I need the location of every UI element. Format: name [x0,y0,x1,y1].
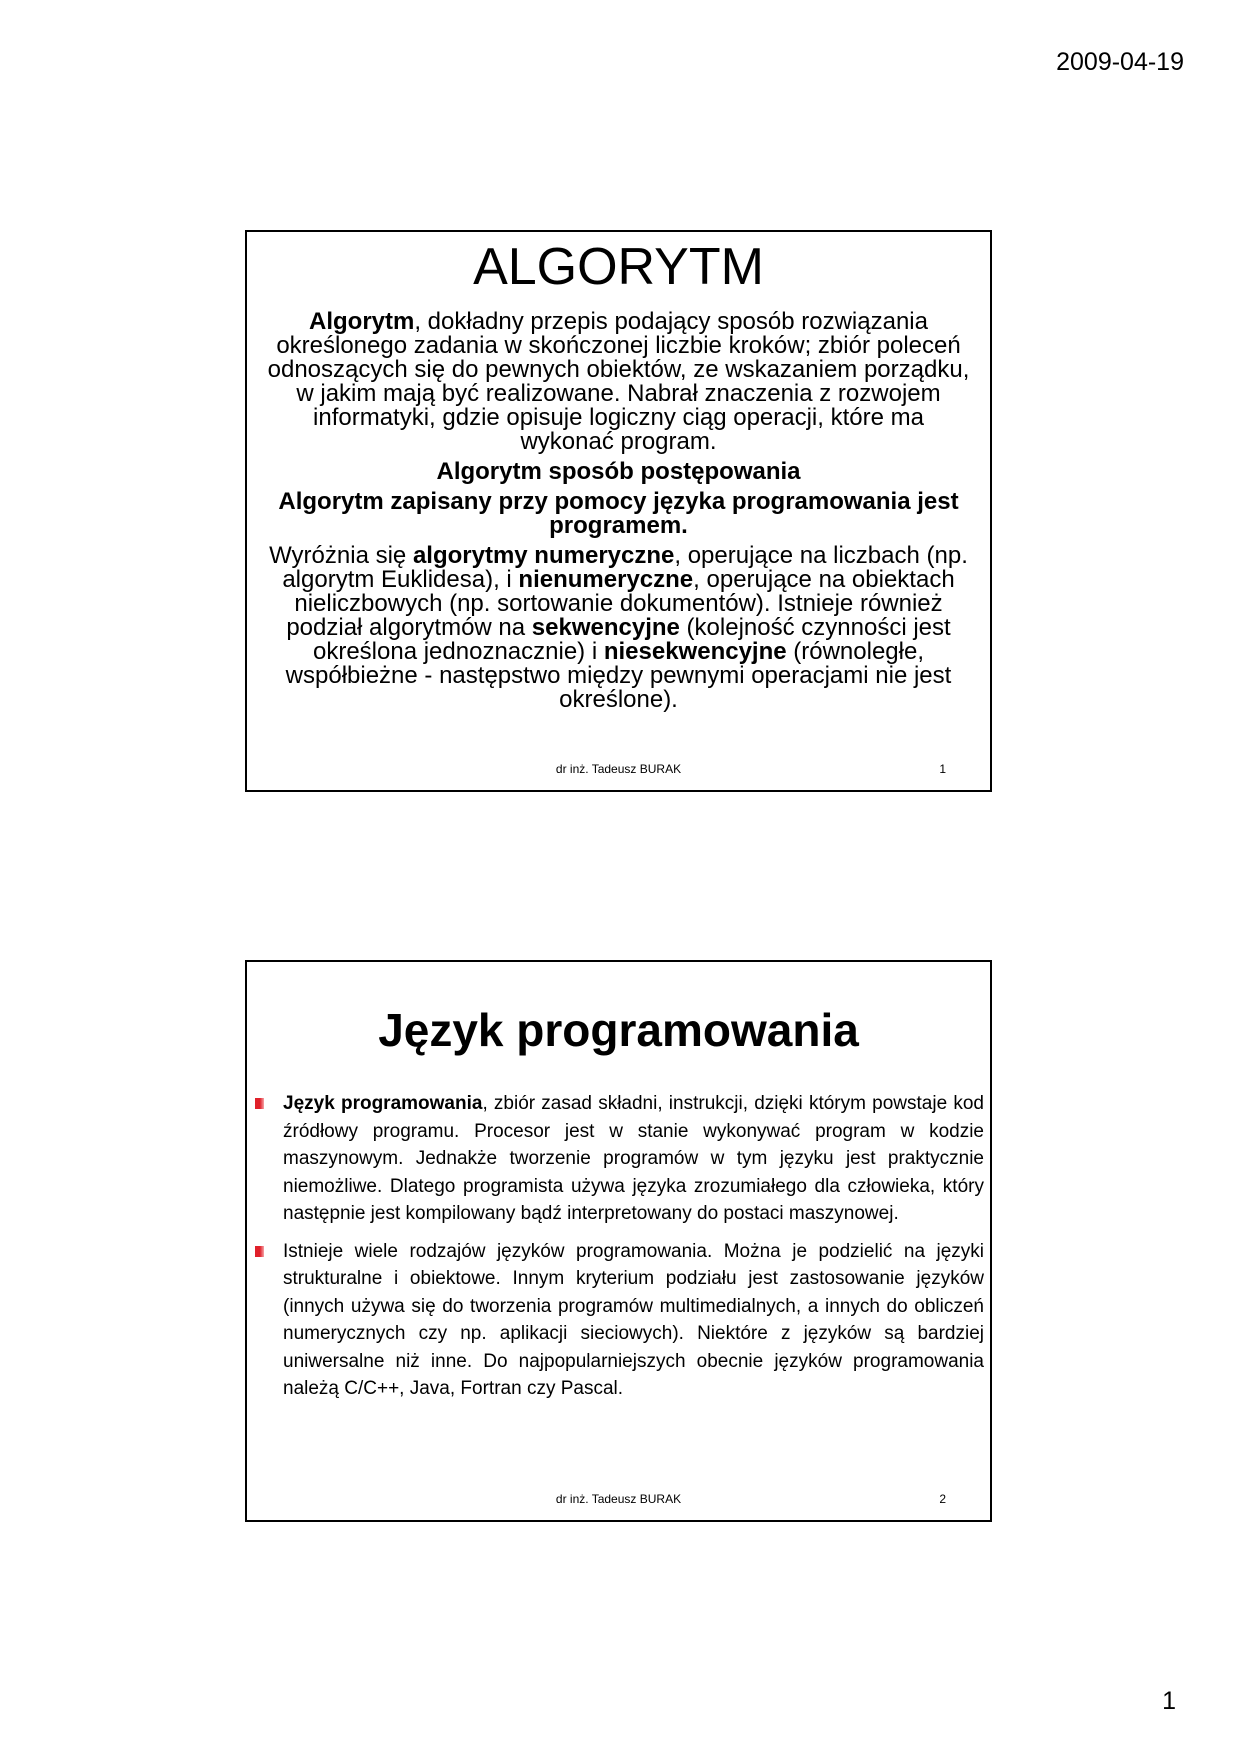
text-span: Wyróżnia się [269,542,413,569]
text-span: , operujące na obiektach nieliczbowych (np. sortowanie dokumentów). Istnieje również podział algorytmów na [286,566,955,641]
term-bold: Język programowania [283,1093,483,1114]
bullet-text [283,1090,984,1228]
bold-span: niesekwencyjne [603,638,787,665]
text-span: (kolejność czynności jest określona jednoznacznie) i [312,614,951,665]
bullet-square-icon [255,1246,264,1257]
slide-number: 1 [939,762,946,776]
definition-paragraph [267,310,970,454]
term-bold: Algorytm [309,308,415,335]
bold-span: algorytmy numeryczne [412,542,675,569]
bold-span: nienumeryczne [518,566,694,593]
bold-statement-1: Algorytm sposób postępowania [436,458,801,485]
slide-jezyk-programowania [245,960,992,1522]
slide-number: 2 [939,1492,946,1506]
slide-title: Język programowania [378,1004,859,1056]
bullet-square-icon [255,1098,264,1109]
bullet-item [255,1090,984,1228]
page-date: 2009-04-19 [1056,48,1184,76]
definition-text: , dokładny przepis podający sposób rozwiązania określonego zadania w skończonej liczbie kroków; zbiór poleceń odnoszących się do pewnych obiektów, ze wskazaniem porządku, w jakim mają być realizowane. Nabrał znaczenia z rozwojem informatyki, gdzie opisuje logiczny ciąg operacji, które ma wykonać program. [267,308,970,455]
slide-algorytm [245,230,992,792]
bold-span: sekwencyjne [531,614,680,641]
text-span: , operujące na liczbach (np. algorytm Euklidesa), i [282,542,968,593]
page-number: 1 [1162,1687,1176,1715]
text-span: (równoległe, współbieżne - następstwo między pewnymi operacjami nie jest określone). [285,638,952,713]
slide-footer: dr inż. Tadeusz BURAK [555,1492,682,1506]
slide-footer: dr inż. Tadeusz BURAK [555,762,682,776]
bullet-text: Istnieje wiele rodzajów języków programowania. Można je podzielić na języki strukturalne i obiektowe. Innym kryterium podziału jest zastosowanie języków (innych używa się do tworzenia programów multimedialnych, a innych do obliczeń numerycznych czy np. aplikacji sieciowych). Niektóre z języków są bardziej uniwersalne niż inne. Do najpopularniejszych obecnie języków programowania należą C/C++, Java, Fortran czy Pascal. [283,1240,984,1399]
bold-statement-2: Algorytm zapisany przy pomocy języka programowania jest programem. [278,488,959,539]
slide-title: ALGORYTM [473,238,764,296]
bullet-list [247,1090,990,1403]
slide-body [247,310,990,712]
classification-paragraph [267,544,970,712]
text-span: , zbiór zasad składni, instrukcji, dzięki którym powstaje kod źródłowy programu. Procesor jest w stanie wykonywać program w kodzie maszynowym. Jednakże tworzenie programów w tym języku jest praktycznie niemożliwe. Dlatego programista używa języka zrozumiałego dla człowieka, który następnie jest kompilowany bądź interpretowany do postaci maszynowej. [283,1093,984,1224]
bullet-item [255,1238,984,1403]
